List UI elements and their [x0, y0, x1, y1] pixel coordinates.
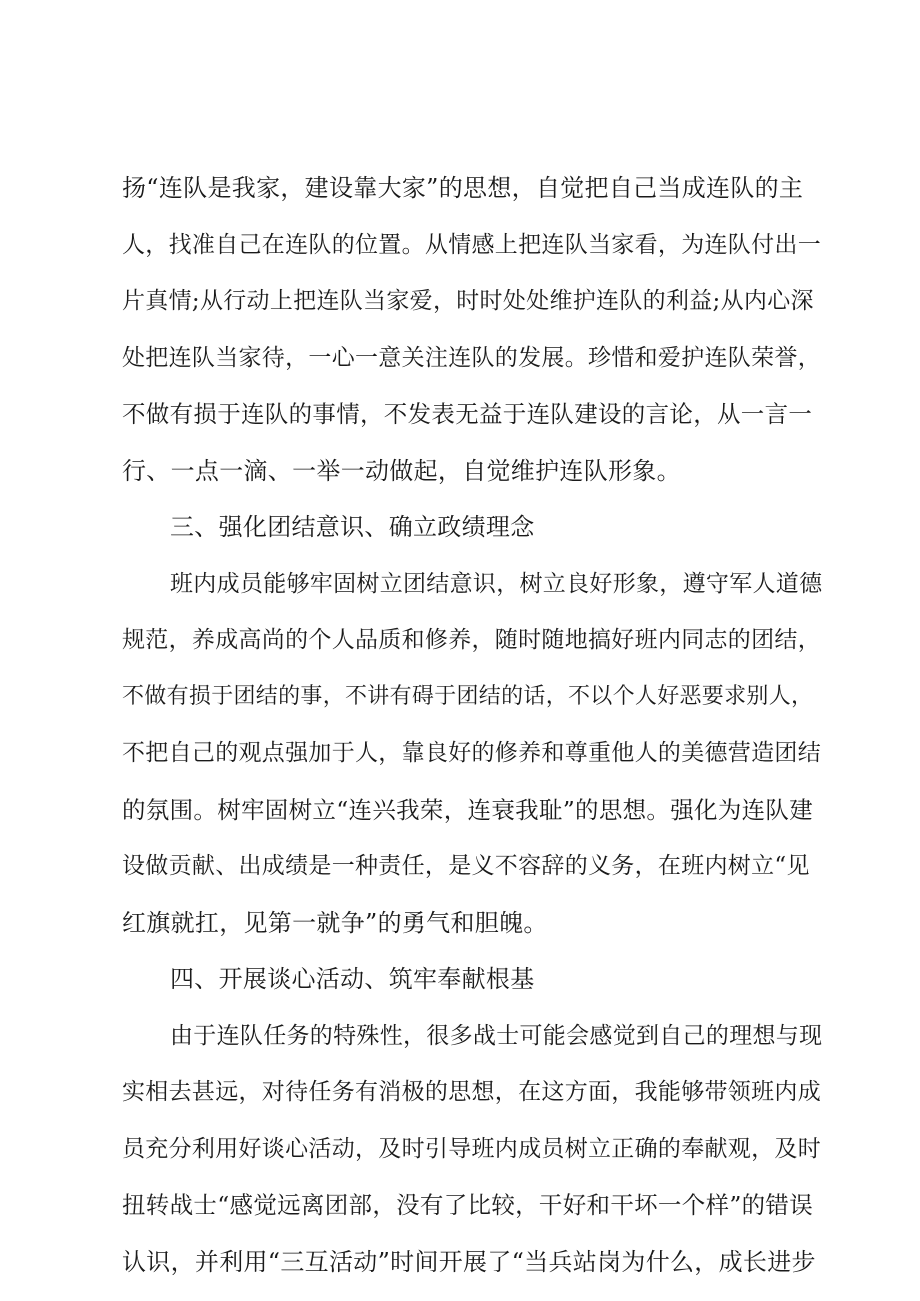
text-line: 扭转战士“感觉远离团部，没有了比较，干好和干坏一个样”的错误: [122, 1191, 814, 1219]
text-line: 实相去甚远，对待任务有消极的思想，在这方面，我能够带领班内成: [122, 1079, 821, 1105]
text-line: 由于连队任务的特殊性，很多战士可能会感觉到自己的理想与现: [170, 1022, 823, 1049]
text-line: 片真情;从行动上把连队当家爱，时时处处维护连队的利益;从内心深: [122, 288, 814, 314]
text-line: 扬“连队是我家，建设靠大家”的思想，自觉把自己当成连队的主: [122, 174, 804, 202]
text-line: 的氛围。树牢固树立“连兴我荣，连衰我耻”的思想。强化为连队建: [122, 795, 814, 824]
text-line: 不做有损于连队的事情，不发表无益于连队建设的言论，从一言一: [122, 400, 813, 428]
text-line: 红旗就扛，见第一就争”的勇气和胆魄。: [122, 908, 548, 937]
text-line: 员充分利用好谈心活动，及时引导班内成员树立正确的奉献观，及时: [122, 1135, 821, 1162]
text-line: 认识，并利用“三互活动”时间开展了“当兵站岗为什么，成长进步: [122, 1247, 816, 1276]
section-heading-4: 四、开展谈心活动、筑牢奉献根基: [170, 965, 535, 993]
text-line: 处把连队当家待，一心一意关注连队的发展。珍惜和爱护连队荣誉，: [122, 344, 821, 371]
text-line: 行、一点一滴、一举一动做起，自觉维护连队形象。: [122, 456, 681, 485]
document-body-text: [122, 160, 822, 1290]
text-line: 不做有损于团结的事，不讲有碍于团结的话，不以个人好恶要求别人，: [122, 683, 814, 709]
text-line: 人，找准自己在连队的位置。从情感上把连队当家看，为连队付出一: [122, 231, 821, 258]
section-heading-3: 三、强化团结意识、确立政绩理念: [170, 513, 535, 541]
text-line: 不把自己的观点强加于人，靠良好的修养和尊重他人的美德营造团结: [122, 740, 821, 766]
text-line: 班内成员能够牢固树立团结意识，树立良好形象，遵守军人道德: [170, 570, 823, 597]
text-line: 规范，养成高尚的个人品质和修养，随时随地搞好班内同志的团结，: [122, 627, 821, 653]
text-line: 设做贡献、出成绩是一种责任，是义不容辞的义务，在班内树立“见: [122, 853, 810, 879]
